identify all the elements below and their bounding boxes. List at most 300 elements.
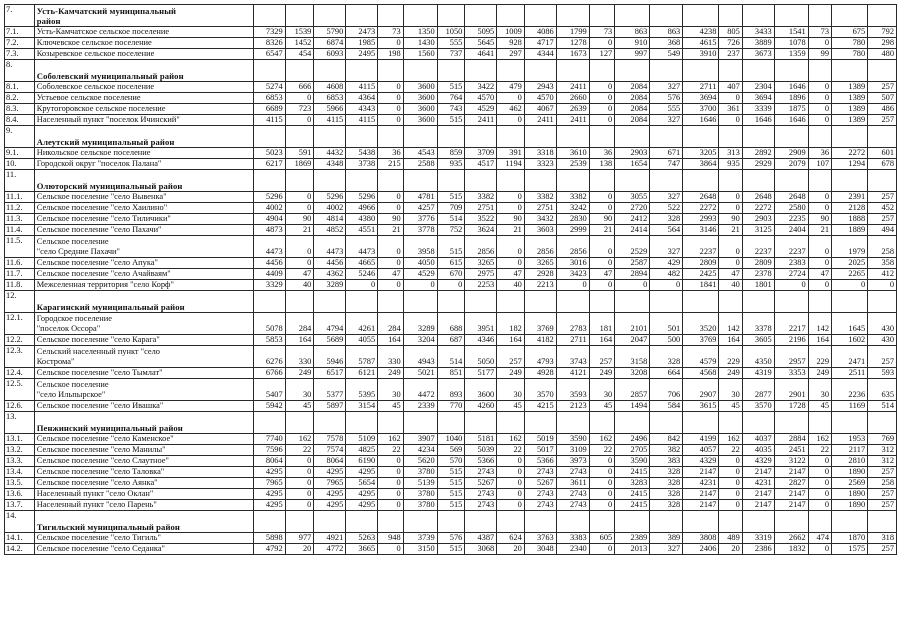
value-cell: 4057 (683, 445, 719, 456)
value-cell (615, 412, 650, 434)
row-index: 14. (5, 511, 35, 533)
value-cell (556, 291, 589, 313)
value-cell: 4182 (524, 335, 556, 346)
value-cell (524, 511, 556, 533)
value-cell: 2128 (832, 203, 868, 214)
value-cell: 47 (589, 269, 615, 280)
value-cell: 2147 (683, 500, 719, 511)
value-cell: 47 (497, 269, 525, 280)
value-cell: 3694 (683, 93, 719, 104)
value-cell: 0 (808, 467, 831, 478)
value-cell: 4346 (465, 335, 497, 346)
value-cell: 328 (650, 489, 683, 500)
value-cell (465, 126, 497, 148)
row-index: 12.6. (5, 401, 35, 412)
value-cell: 515 (437, 478, 465, 489)
value-cell: 2999 (556, 225, 589, 236)
settlement-name: Сельское поселение "село Пахачи" (34, 225, 253, 236)
value-cell: 0 (719, 456, 742, 467)
value-cell: 5246 (346, 269, 378, 280)
value-cell: 6517 (314, 368, 346, 379)
value-cell: 0 (378, 203, 404, 214)
value-cell (774, 291, 808, 313)
settlement-name: Сельское поселение "село Седанка" (34, 544, 253, 555)
value-cell: 22 (378, 445, 404, 456)
value-cell: 45 (808, 401, 831, 412)
value-cell: 0 (589, 478, 615, 489)
value-cell: 452 (868, 203, 897, 214)
value-cell: 162 (378, 434, 404, 445)
value-cell (314, 291, 346, 313)
table-row (5, 445, 897, 456)
value-cell (832, 412, 868, 434)
value-cell (719, 60, 742, 82)
value-cell: 764 (437, 93, 465, 104)
value-cell: 5078 (253, 313, 285, 335)
value-cell (497, 291, 525, 313)
value-cell: 0 (285, 115, 314, 126)
value-cell (378, 126, 404, 148)
value-cell: 249 (497, 368, 525, 379)
value-cell: 1832 (774, 544, 808, 555)
value-cell: 3665 (346, 544, 378, 555)
value-cell: 0 (719, 500, 742, 511)
value-cell: 0 (589, 192, 615, 203)
value-cell: 3958 (403, 236, 437, 258)
value-cell: 576 (650, 93, 683, 104)
value-cell: 257 (868, 346, 897, 368)
value-cell: 3907 (403, 434, 437, 445)
value-cell: 5139 (403, 478, 437, 489)
value-cell: 2339 (403, 401, 437, 412)
value-cell (285, 291, 314, 313)
value-cell: 2272 (742, 203, 774, 214)
value-cell: 0 (719, 258, 742, 269)
value-cell: 4050 (403, 258, 437, 269)
value-cell: 162 (285, 434, 314, 445)
value-cell: 2411 (465, 115, 497, 126)
value-cell (556, 170, 589, 192)
value-cell: 36 (808, 148, 831, 159)
value-cell: 3016 (556, 258, 589, 269)
table-row (5, 115, 897, 126)
row-index: 14.1. (5, 533, 35, 544)
value-cell: 515 (437, 236, 465, 258)
value-cell: 257 (868, 214, 897, 225)
value-cell: 4319 (742, 368, 774, 379)
value-cell: 0 (497, 236, 525, 258)
value-cell: 3289 (314, 280, 346, 291)
value-cell: 780 (832, 38, 868, 49)
value-cell: 0 (378, 82, 404, 93)
value-cell (346, 291, 378, 313)
value-cell: 500 (650, 335, 683, 346)
value-cell (346, 412, 378, 434)
value-cell: 3600 (403, 115, 437, 126)
value-cell: 4037 (742, 434, 774, 445)
value-cell: 382 (650, 445, 683, 456)
value-cell: 0 (589, 82, 615, 93)
value-cell: 5620 (403, 456, 437, 467)
value-cell: 3743 (556, 346, 589, 368)
value-cell: 1389 (832, 115, 868, 126)
value-cell: 4215 (524, 401, 556, 412)
row-index: 13. (5, 412, 35, 434)
value-cell (403, 60, 437, 82)
value-cell: 36 (589, 148, 615, 159)
value-cell (808, 412, 831, 434)
row-index: 8.2. (5, 93, 35, 104)
value-cell: 0 (808, 82, 831, 93)
value-cell (808, 511, 831, 533)
settlement-name: Сельское поселение "село Средние Пахачи" (34, 236, 253, 258)
value-cell: 164 (719, 335, 742, 346)
value-cell: 257 (868, 467, 897, 478)
value-cell: 2471 (832, 346, 868, 368)
value-cell: 0 (832, 280, 868, 291)
value-cell: 90 (378, 214, 404, 225)
value-cell: 709 (437, 203, 465, 214)
value-cell: 0 (868, 280, 897, 291)
table-row (5, 104, 897, 115)
row-index: 9. (5, 126, 35, 148)
value-cell: 6190 (346, 456, 378, 467)
value-cell: 5296 (346, 192, 378, 203)
value-cell: 30 (719, 379, 742, 401)
value-cell (650, 60, 683, 82)
value-cell: 2079 (774, 159, 808, 170)
value-cell: 3590 (615, 456, 650, 467)
value-cell: 3158 (615, 346, 650, 368)
value-cell: 4343 (346, 104, 378, 115)
value-cell: 6853 (314, 93, 346, 104)
value-cell: 3570 (742, 401, 774, 412)
value-cell: 3700 (683, 104, 719, 115)
value-cell (465, 412, 497, 434)
value-cell (253, 170, 285, 192)
value-cell: 5438 (346, 148, 378, 159)
value-cell: 2386 (742, 544, 774, 555)
value-cell: 3624 (465, 225, 497, 236)
value-cell: 2404 (774, 225, 808, 236)
value-cell: 3520 (683, 313, 719, 335)
value-cell: 3265 (524, 258, 556, 269)
value-cell (497, 412, 525, 434)
value-cell: 4570 (524, 93, 556, 104)
value-cell: 22 (808, 445, 831, 456)
district-name: Соболевский муниципальный район (34, 60, 253, 82)
row-index: 12.2. (5, 335, 35, 346)
value-cell: 752 (437, 225, 465, 236)
value-cell: 454 (285, 49, 314, 60)
value-cell: 688 (437, 313, 465, 335)
value-cell: 2253 (465, 280, 497, 291)
district-name: Олюторский муниципальный район (34, 170, 253, 192)
value-cell: 0 (589, 467, 615, 478)
value-cell: 5267 (465, 478, 497, 489)
value-cell: 2928 (524, 269, 556, 280)
value-cell: 2827 (774, 478, 808, 489)
value-cell (314, 170, 346, 192)
value-cell: 0 (808, 258, 831, 269)
value-cell: 4350 (742, 346, 774, 368)
value-cell: 298 (868, 38, 897, 49)
value-cell (683, 412, 719, 434)
value-cell: 4814 (314, 214, 346, 225)
settlement-name: Сельское поселение "село Слаутное" (34, 456, 253, 467)
value-cell: 4517 (465, 159, 497, 170)
value-cell: 21 (285, 225, 314, 236)
value-cell: 0 (285, 93, 314, 104)
value-cell: 198 (378, 49, 404, 60)
value-cell (868, 60, 897, 82)
value-cell: 4825 (346, 445, 378, 456)
value-cell: 5395 (346, 379, 378, 401)
row-index: 7. (5, 5, 35, 27)
value-cell: 4904 (253, 214, 285, 225)
value-cell: 2451 (774, 445, 808, 456)
value-cell: 4115 (253, 115, 285, 126)
value-cell (285, 170, 314, 192)
value-cell: 0 (589, 544, 615, 555)
value-cell: 706 (650, 379, 683, 401)
value-cell (650, 511, 683, 533)
district-header-row (5, 170, 897, 192)
value-cell: 0 (808, 500, 831, 511)
value-cell: 3048 (524, 544, 556, 555)
settlement-name: Населенный пункт "село Оклан" (34, 489, 253, 500)
value-cell: 5274 (253, 82, 285, 93)
value-cell: 601 (868, 148, 897, 159)
value-cell: 4792 (253, 544, 285, 555)
value-cell: 3776 (403, 214, 437, 225)
value-cell: 3125 (742, 225, 774, 236)
value-cell: 1890 (832, 467, 868, 478)
row-index: 7.3. (5, 49, 35, 60)
settlement-name: Устьевое сельское поселение (34, 93, 253, 104)
value-cell: 4608 (314, 82, 346, 93)
value-cell: 5050 (465, 346, 497, 368)
value-cell: 107 (808, 159, 831, 170)
value-cell: 2495 (346, 49, 378, 60)
value-cell: 0 (285, 478, 314, 489)
value-cell (465, 170, 497, 192)
value-cell: 3694 (742, 93, 774, 104)
value-cell: 257 (868, 192, 897, 203)
value-cell (314, 126, 346, 148)
value-cell: 1575 (832, 544, 868, 555)
value-cell (497, 60, 525, 82)
value-cell (403, 170, 437, 192)
value-cell: 5017 (524, 445, 556, 456)
table-row (5, 489, 897, 500)
value-cell (437, 170, 465, 192)
value-cell: 910 (615, 38, 650, 49)
value-cell: 2084 (615, 82, 650, 93)
value-cell: 22 (497, 445, 525, 456)
value-cell: 515 (437, 500, 465, 511)
value-cell: 2147 (774, 489, 808, 500)
value-cell: 6093 (314, 49, 346, 60)
value-cell: 0 (719, 192, 742, 203)
value-cell: 4529 (465, 104, 497, 115)
table-row (5, 27, 897, 38)
value-cell: 3329 (253, 280, 285, 291)
value-cell: 3570 (524, 379, 556, 401)
value-cell: 462 (497, 104, 525, 115)
value-cell: 842 (650, 434, 683, 445)
value-cell: 90 (497, 214, 525, 225)
value-cell: 0 (774, 280, 808, 291)
value-cell: 1888 (832, 214, 868, 225)
value-cell: 1896 (774, 93, 808, 104)
value-cell: 2265 (832, 269, 868, 280)
value-cell: 6853 (253, 93, 285, 104)
value-cell: 2929 (742, 159, 774, 170)
value-cell: 4234 (403, 445, 437, 456)
value-cell: 2830 (556, 214, 589, 225)
table-row (5, 280, 897, 291)
value-cell: 792 (868, 27, 897, 38)
value-cell: 515 (437, 115, 465, 126)
value-cell (403, 511, 437, 533)
value-cell: 430 (868, 313, 897, 335)
value-cell (650, 126, 683, 148)
value-cell: 7574 (314, 445, 346, 456)
value-cell (650, 170, 683, 192)
value-cell: 1890 (832, 500, 868, 511)
value-cell: 327 (650, 544, 683, 555)
value-cell: 3382 (556, 192, 589, 203)
value-cell: 671 (650, 148, 683, 159)
value-cell: 805 (719, 27, 742, 38)
value-cell: 257 (868, 544, 897, 555)
value-cell: 1452 (285, 38, 314, 49)
value-cell: 2406 (683, 544, 719, 555)
value-cell: 948 (378, 533, 404, 544)
value-cell: 2539 (556, 159, 589, 170)
value-cell: 666 (285, 82, 314, 93)
value-cell: 3709 (465, 148, 497, 159)
value-cell (742, 5, 774, 27)
value-cell: 7596 (253, 445, 285, 456)
value-cell: 5377 (314, 379, 346, 401)
value-cell: 2101 (615, 313, 650, 335)
value-cell: 21 (719, 225, 742, 236)
settlement-name: Сельское поселение "село Карага" (34, 335, 253, 346)
value-cell: 2084 (615, 93, 650, 104)
value-cell: 2117 (832, 445, 868, 456)
value-cell: 284 (378, 313, 404, 335)
value-cell: 0 (719, 115, 742, 126)
value-cell: 2743 (556, 467, 589, 478)
value-cell: 0 (285, 489, 314, 500)
value-cell: 2123 (556, 401, 589, 412)
value-cell: 3055 (615, 192, 650, 203)
settlement-name: Сельское поселение "село Тымлат" (34, 368, 253, 379)
value-cell: 3433 (742, 27, 774, 38)
district-header-row (5, 60, 897, 82)
value-cell: 0 (719, 93, 742, 104)
table-row (5, 467, 897, 478)
table-row (5, 401, 897, 412)
value-cell: 3780 (403, 500, 437, 511)
value-cell: 3422 (465, 82, 497, 93)
value-cell (615, 291, 650, 313)
value-cell: 564 (650, 225, 683, 236)
value-cell: 0 (589, 500, 615, 511)
value-cell: 3769 (524, 313, 556, 335)
value-cell: 4086 (524, 27, 556, 38)
value-cell: 45 (497, 401, 525, 412)
value-cell: 0 (615, 280, 650, 291)
value-cell: 0 (285, 258, 314, 269)
value-cell: 0 (808, 280, 831, 291)
value-cell: 0 (285, 500, 314, 511)
value-cell: 2378 (742, 269, 774, 280)
value-cell (378, 170, 404, 192)
value-cell: 480 (868, 49, 897, 60)
value-cell: 2529 (615, 236, 650, 258)
value-cell: 4615 (683, 38, 719, 49)
value-cell: 0 (589, 236, 615, 258)
table-row (5, 456, 897, 467)
value-cell: 0 (285, 192, 314, 203)
value-cell: 3600 (403, 93, 437, 104)
table-row (5, 258, 897, 269)
value-cell: 142 (808, 313, 831, 335)
value-cell: 0 (378, 489, 404, 500)
value-cell: 2588 (403, 159, 437, 170)
value-cell: 0 (378, 236, 404, 258)
value-cell (742, 412, 774, 434)
value-cell (589, 291, 615, 313)
district-name: Усть-Камчатский муниципальный район (34, 5, 253, 27)
value-cell: 257 (589, 346, 615, 368)
value-cell (719, 291, 742, 313)
value-cell: 3808 (683, 533, 719, 544)
district-header-row (5, 291, 897, 313)
value-cell: 1009 (497, 27, 525, 38)
value-cell: 0 (589, 115, 615, 126)
settlement-name: Сельское поселение "село Таловка" (34, 467, 253, 478)
value-cell (403, 5, 437, 27)
value-cell: 5181 (465, 434, 497, 445)
value-cell: 1294 (832, 159, 868, 170)
value-cell: 164 (589, 335, 615, 346)
value-cell: 0 (719, 467, 742, 478)
value-cell: 0 (808, 115, 831, 126)
value-cell: 0 (808, 38, 831, 49)
settlement-name: Сельское поселение "село Ильпырское" (34, 379, 253, 401)
value-cell (437, 126, 465, 148)
value-cell: 3864 (683, 159, 719, 170)
value-cell (774, 412, 808, 434)
settlement-name: Сельское поселение "село Тигиль" (34, 533, 253, 544)
row-index: 13.7. (5, 500, 35, 511)
value-cell: 2580 (774, 203, 808, 214)
settlement-name: Населенный пункт "село Парень" (34, 500, 253, 511)
value-cell: 45 (378, 401, 404, 412)
value-cell: 4409 (253, 269, 285, 280)
row-index: 11.2. (5, 203, 35, 214)
value-cell (378, 5, 404, 27)
value-cell: 6121 (346, 368, 378, 379)
value-cell: 40 (285, 280, 314, 291)
value-cell: 4295 (314, 467, 346, 478)
value-cell: 570 (437, 456, 465, 467)
value-cell: 687 (437, 335, 465, 346)
